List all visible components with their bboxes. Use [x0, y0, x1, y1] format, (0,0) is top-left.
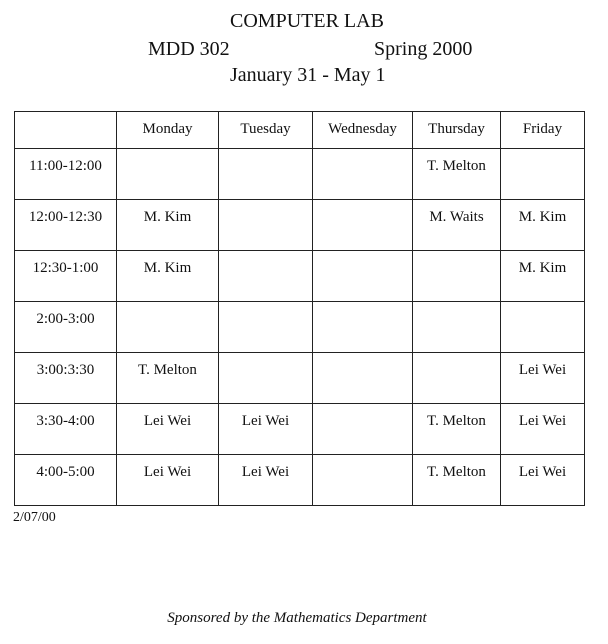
- day-header: Tuesday: [219, 112, 313, 149]
- day-header: Monday: [117, 112, 219, 149]
- schedule-cell: [413, 302, 501, 353]
- table-row: [15, 404, 585, 455]
- document-title: COMPUTER LAB: [230, 10, 384, 32]
- corner-cell: [15, 112, 117, 149]
- table-row: [15, 200, 585, 251]
- schedule-cell: [313, 404, 413, 455]
- day-header: Wednesday: [313, 112, 413, 149]
- time-slot-cell: 3:00:3:30: [15, 353, 117, 404]
- schedule-cell: M. Kim: [117, 200, 219, 251]
- schedule-cell: Lei Wei: [219, 404, 313, 455]
- schedule-cell: [313, 149, 413, 200]
- time-slot-cell: 12:00-12:30: [15, 200, 117, 251]
- time-slot-cell: 11:00-12:00: [15, 149, 117, 200]
- day-header: Thursday: [413, 112, 501, 149]
- table-header-row: [15, 112, 585, 149]
- schedule-cell: [219, 251, 313, 302]
- schedule-cell: Lei Wei: [117, 404, 219, 455]
- schedule-cell: M. Waits: [413, 200, 501, 251]
- time-slot-cell: 12:30-1:00: [15, 251, 117, 302]
- schedule-cell: T. Melton: [117, 353, 219, 404]
- schedule-cell: Lei Wei: [501, 353, 585, 404]
- schedule-cell: T. Melton: [413, 149, 501, 200]
- time-slot-cell: 4:00-5:00: [15, 455, 117, 506]
- table-row: [15, 302, 585, 353]
- sponsor-note: Sponsored by the Mathematics Department: [167, 610, 427, 626]
- table-row: [15, 149, 585, 200]
- table-row: [15, 455, 585, 506]
- schedule-cell: [501, 302, 585, 353]
- schedule-cell: [313, 302, 413, 353]
- schedule-cell: [313, 353, 413, 404]
- time-slot-cell: 3:30-4:00: [15, 404, 117, 455]
- schedule-cell: [501, 149, 585, 200]
- table-row: [15, 353, 585, 404]
- schedule-cell: [117, 302, 219, 353]
- lab-schedule-table: [14, 111, 585, 506]
- day-header: Friday: [501, 112, 585, 149]
- schedule-cell: [413, 251, 501, 302]
- schedule-cell: M. Kim: [117, 251, 219, 302]
- date-range: January 31 - May 1: [230, 64, 386, 86]
- schedule-cell: [413, 353, 501, 404]
- schedule-cell: M. Kim: [501, 251, 585, 302]
- schedule-cell: [313, 200, 413, 251]
- schedule-cell: [219, 149, 313, 200]
- schedule-cell: [117, 149, 219, 200]
- time-slot-cell: 2:00-3:00: [15, 302, 117, 353]
- room-number: MDD 302: [148, 38, 230, 60]
- schedule-cell: Lei Wei: [117, 455, 219, 506]
- schedule-cell: Lei Wei: [501, 455, 585, 506]
- schedule-cell: [219, 353, 313, 404]
- schedule-cell: [219, 200, 313, 251]
- table-row: [15, 251, 585, 302]
- print-date: 2/07/00: [13, 510, 56, 525]
- schedule-cell: M. Kim: [501, 200, 585, 251]
- schedule-cell: T. Melton: [413, 404, 501, 455]
- schedule-cell: T. Melton: [413, 455, 501, 506]
- schedule-cell: Lei Wei: [501, 404, 585, 455]
- schedule-cell: [313, 455, 413, 506]
- schedule-cell: Lei Wei: [219, 455, 313, 506]
- schedule-cell: [219, 302, 313, 353]
- schedule-cell: [313, 251, 413, 302]
- term-label: Spring 2000: [374, 38, 473, 60]
